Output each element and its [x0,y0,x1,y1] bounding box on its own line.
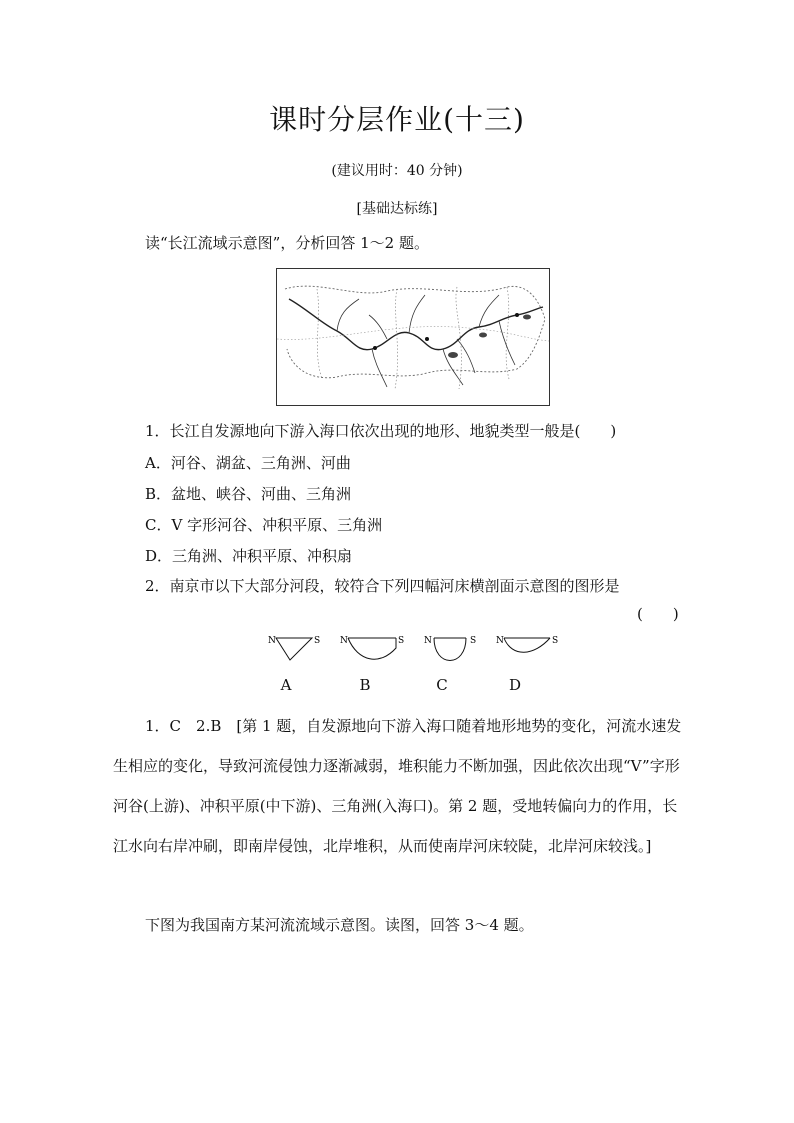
cross-section-b-label: B [359,676,371,694]
south-label: S [552,636,559,646]
question-intro-3-4: 下图为我国南方某河流流域示意图。读图，回答 3～4 题。 [145,916,534,934]
south-label: S [398,636,405,646]
question-1-option-c: C．V 字形河谷、冲积平原、三角洲 [145,516,383,534]
north-label: N [268,636,276,646]
section-heading: [基础达标练] [356,201,438,217]
question-1-option-a: A．河谷、湖盆、三角洲、河曲 [145,454,351,472]
question-1-stem: 1．长江自发源地向下游入海口依次出现的地形、地貌类型一般是( ) [145,422,617,440]
suggested-time: (建议用时：40 分钟) [331,163,463,179]
cross-section-c-label: C [436,676,448,694]
north-label: N [496,636,504,646]
north-label: N [340,636,348,646]
question-2-answer-blank: ( ) [637,605,679,623]
cross-section-a-label: A [280,676,292,694]
cross-section-d-label: D [508,676,522,694]
south-label: S [470,636,477,646]
page-title: 课时分层作业(十三) [269,103,525,136]
question-1-option-b: B．盆地、峡谷、河曲、三角洲 [145,485,352,503]
question-intro-1-2: 读“长江流域示意图”，分析回答 1～2 题。 [145,234,429,252]
question-1-option-d: D．三角洲、冲积平原、冲积扇 [145,547,353,565]
map-drawing [277,269,549,405]
question-2-stem: 2．南京市以下大部分河段，较符合下列四幅河床横剖面示意图的图形是 [145,577,620,595]
yangtze-basin-map [276,268,550,406]
north-label: N [424,636,432,646]
answer-explanation: 1．C 2.B [第 1 题，自发源地向下游入海口随着地形地势的变化，河流水速发生相应的变化，导致河流侵蚀力逐渐减弱，堆积能力不断加强，因此依次出现“V”字形河谷(上游)、冲积平原(中下游)、三角洲(入海口)。第 2 题，受地转偏向力的作用，长江水向右岸冲刷，即南岸侵蚀，北岸堆积，从而使南岸河床较陡，北岸河床较浅。] [113,717,682,855]
south-label: S [314,636,321,646]
